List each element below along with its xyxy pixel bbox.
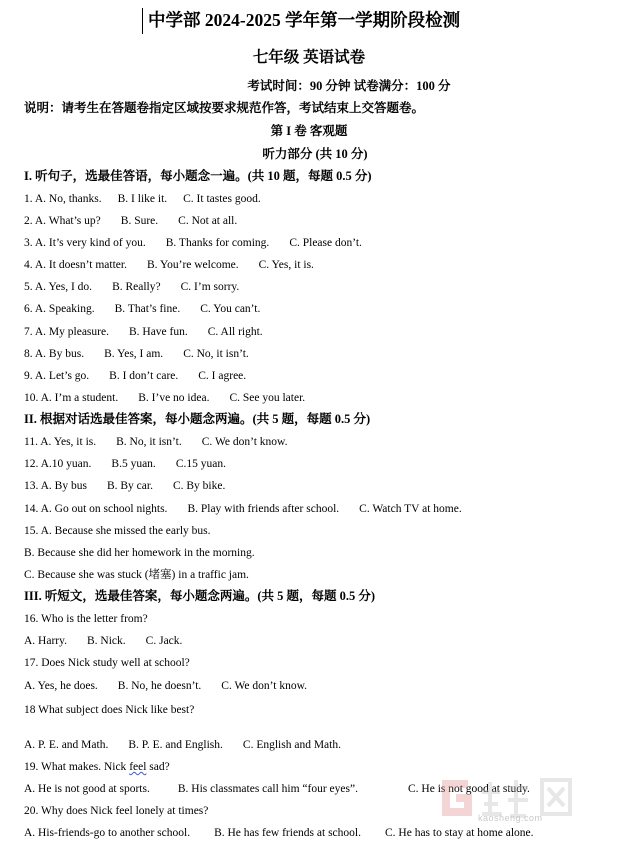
question-8 [24,347,249,361]
q6-option-c: C. You can’t. [200,303,261,315]
q12-option-b: B.5 yuan. [111,458,156,470]
question-17: 17. Does Nick study well at school? [24,657,190,669]
q10-option-a: 10. A. I’m a student. [24,392,119,404]
question-16: 16. Who is the letter from? [24,613,148,625]
q13-option-a: 13. A. By bus [24,480,87,492]
q11-option-a: 11. A. Yes, it is. [24,436,97,448]
q9-option-b: B. I don’t care. [109,370,179,382]
q10-option-c: C. See you later. [229,392,306,404]
q13-option-b: B. By car. [106,480,153,492]
q9-option-a: 9. A. Let’s go. [24,370,90,382]
q18-option-a: A. P. E. and Math. [24,739,109,751]
section-2-heading: II. 根据对话选最佳答案，每小题念两遍。(共 5 题，每题 0.5 分) [24,412,371,426]
q3-option-c: C. Please don’t. [289,237,362,249]
q7-option-b: B. Have fun. [128,326,188,338]
question-13 [24,479,225,493]
watermark-mark-icon [442,780,472,816]
q1-option-b: B. I like it. [117,193,168,205]
q15-option-b: B. Because she did her homework in the morning. [24,547,255,559]
q12-option-a: 12. A.10 yuan. [24,458,92,470]
title-left-rule [142,8,143,34]
question-5 [24,280,239,294]
q7-option-c: C. All right. [207,326,263,338]
q18-option-c: C. English and Math. [242,739,341,751]
question-10 [24,391,305,405]
q11-option-b: B. No, it isn’t. [116,436,182,448]
watermark-glyphs [482,780,570,816]
q19-text-end: sad? [146,761,170,773]
q9-option-c: C. I agree. [198,370,247,382]
section-1-heading: I. 听句子，选最佳答语，每小题念一遍。(共 10 题，每题 0.5 分) [24,169,372,183]
q8-option-a: 8. A. By bus. [24,348,85,360]
q17-option-a: A. Yes, he does. [24,680,98,692]
question-9 [24,369,246,383]
question-18: 18 What subject does Nick like best? [24,704,195,716]
q14-option-c: C. Watch TV at home. [359,503,462,515]
q20-option-c: C. He has to stay at home alone. [384,827,534,839]
q6-option-b: B. That’s fine. [114,303,181,315]
q5-option-a: 5. A. Yes, I do. [24,281,93,293]
q19-flagged-word: feel [129,761,147,773]
q17-option-b: B. No, he doesn’t. [117,680,202,692]
question-19 [24,760,170,774]
watermark-text: kaosheng.com [478,813,543,823]
q19-option-c: C. He is not good at study. [407,783,530,795]
q6-option-a: 6. A. Speaking. [24,303,95,315]
q18-option-b: B. P. E. and English. [128,739,223,751]
question-15: 15. A. Because she missed the early bus. [24,525,211,537]
q11-option-c: C. We don’t know. [201,436,288,448]
q16-option-b: B. Nick. [87,635,126,647]
question-1 [24,192,261,206]
section-3-heading: III. 听短文，选最佳答案，每小题念两遍。(共 5 题，每题 0.5 分) [24,589,376,603]
q5-option-c: C. I’m sorry. [180,281,240,293]
exam-instructions: 说明：请考生在答题卷指定区域按要求规范作答，考试结束上交答题卷。 [24,101,425,115]
q8-option-c: C. No, it isn’t. [183,348,249,360]
q1-option-a: 1. A. No, thanks. [24,193,102,205]
q19-option-b: B. His classmates call him “four eyes”. [177,783,358,795]
q14-option-a: 14. A. Go out on school nights. [24,503,168,515]
question-12 [24,457,226,471]
q2-option-c: C. Not at all. [178,215,238,227]
q13-option-c: C. By bike. [172,480,226,492]
q20-option-b: B. He has few friends at school. [214,827,361,839]
exam-info: 考试时间：90 分钟 试卷满分：100 分 [247,79,451,93]
q2-option-b: B. Sure. [120,215,159,227]
question-11 [24,435,288,449]
q20-option-a: A. His-friends-go to another school. [24,827,191,839]
question-4 [24,258,314,272]
q1-option-c: C. It tastes good. [183,193,261,205]
question-6 [24,302,260,316]
part-heading: 第 I 卷 客观题 [270,124,348,138]
q16-options [24,634,182,648]
watermark-logo [438,774,614,834]
q8-option-b: B. Yes, I am. [104,348,164,360]
q7-option-a: 7. A. My pleasure. [24,326,109,338]
q3-option-b: B. Thanks for coming. [165,237,270,249]
q18-options [24,738,341,752]
question-3 [24,236,362,250]
q4-option-b: B. You’re welcome. [146,259,239,271]
q16-option-a: A. Harry. [24,635,68,647]
q17-options [24,679,307,693]
q4-option-c: C. Yes, it is. [258,259,314,271]
exam-subtitle: 七年级 英语试卷 [252,49,366,66]
q14-option-b: B. Play with friends after school. [187,503,340,515]
q16-option-c: C. Jack. [145,635,183,647]
q19-option-a: A. He is not good at sports. [24,783,150,795]
q12-option-c: C.15 yuan. [175,458,226,470]
q19-text-start: 19. What makes. Nick [24,761,130,773]
listening-heading: 听力部分 (共 10 分) [262,147,368,161]
q3-option-a: 3. A. It’s very kind of you. [24,237,146,249]
q2-option-a: 2. A. What’s up? [24,215,101,227]
q17-option-c: C. We don’t know. [221,680,308,692]
exam-title: 中学部 2024-2025 学年第一学期阶段检测 [148,10,461,30]
question-2 [24,214,237,228]
q15-option-c: C. Because she was stuck (堵塞) in a traffic jam. [24,569,249,581]
question-7 [24,325,263,339]
question-14 [24,502,462,516]
q10-option-b: B. I’ve no idea. [138,392,210,404]
question-20: 20. Why does Nick feel lonely at times? [24,805,209,817]
q4-option-a: 4. A. It doesn’t matter. [24,259,127,271]
q5-option-b: B. Really? [112,281,161,293]
